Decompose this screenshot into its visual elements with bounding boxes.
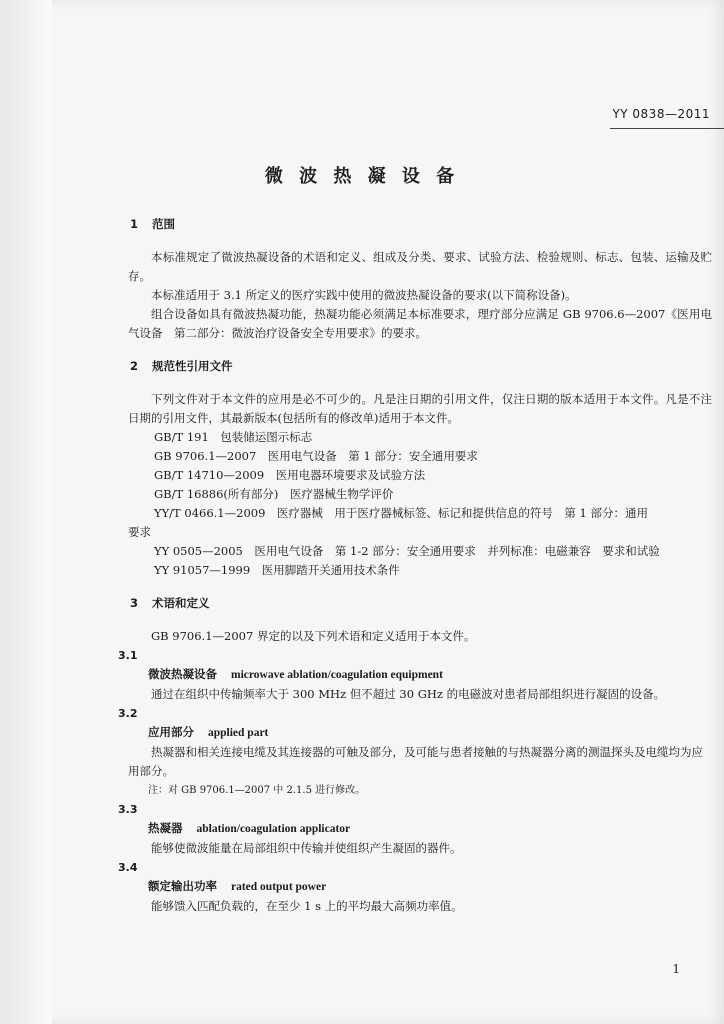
- term-english: ablation/coagulation applicator: [196, 823, 351, 835]
- header-rule: [610, 128, 724, 129]
- section-heading-scope: [130, 215, 712, 234]
- term-definition: 热凝器和相关连接电缆及其连接器的可触及部分，及可能与患者接触的与热凝器分离的测温探头及电缆均为应用部分。: [128, 745, 703, 778]
- clause-number: 3.1: [118, 649, 138, 662]
- term-english: applied part: [208, 727, 269, 739]
- section-number: 3: [130, 596, 139, 610]
- term-entry: [148, 665, 712, 685]
- term-chinese: 额定输出功率: [148, 879, 217, 893]
- paragraph: 本标准规定了微波热凝设备的术语和定义、组成及分类、要求、试验方法、检验规则、标志、包装、运输及贮存。: [128, 250, 712, 283]
- paragraph: 组合设备如具有微波热凝功能，热凝功能必须满足本标准要求，理疗部分应满足 GB 9706.6—2007《医用电气设备 第二部分：微波治疗设备安全专用要求》的要求。: [128, 307, 712, 340]
- term-entry: [148, 877, 712, 897]
- reference-item-continuation: 要求: [128, 525, 151, 539]
- document-body: [118, 215, 712, 916]
- clause-number: 3.3: [118, 803, 138, 816]
- reference-item: YY 91057—1999 医用脚踏开关通用技术条件: [154, 563, 400, 577]
- reference-item: GB/T 16886(所有部分) 医疗器械生物学评价: [154, 487, 394, 501]
- section-title: 术语和定义: [152, 596, 210, 610]
- section-title: 规范性引用文件: [152, 359, 233, 373]
- term-entry: [148, 723, 712, 743]
- paragraph: GB 9706.1—2007 界定的以及下列术语和定义适用于本文件。: [151, 629, 476, 643]
- section-heading-normative-references: [130, 357, 712, 376]
- reference-item: GB/T 14710—2009 医用电器环境要求及试验方法: [154, 468, 426, 482]
- term-definition: 通过在组织中传输频率大于 300 MHz 但不超过 30 GHz 的电磁波对患者局部组织进行凝固的设备。: [151, 687, 666, 701]
- term-chinese: 应用部分: [148, 725, 194, 739]
- standard-code: YY 0838—2011: [612, 107, 710, 121]
- reference-item: GB 9706.1—2007 医用电气设备 第 1 部分：安全通用要求: [154, 449, 478, 463]
- term-definition: 能够使微波能量在局部组织中传输并使组织产生凝固的器件。: [151, 841, 462, 855]
- section-heading-terms: [130, 594, 712, 613]
- clause-number: 3.2: [118, 707, 138, 720]
- term-entry: [148, 819, 712, 839]
- term-english: rated output power: [231, 881, 327, 893]
- section-title: 范围: [152, 217, 175, 231]
- term-chinese: 微波热凝设备: [148, 667, 217, 681]
- binding-margin: [0, 0, 52, 1024]
- clause-number: 3.4: [118, 861, 138, 874]
- section-number: 1: [130, 217, 139, 231]
- reference-item: YY 0505—2005 医用电气设备 第 1-2 部分：安全通用要求 并列标准：电磁兼容 要求和试验: [154, 544, 660, 558]
- page-number: 1: [672, 962, 680, 976]
- term-definition: 能够馈入匹配负载的，在至少 1 s 上的平均最大高频功率值。: [151, 899, 463, 913]
- document-title: 微 波 热 凝 设 备: [264, 166, 460, 187]
- paragraph: 下列文件对于本文件的应用是必不可少的。凡是注日期的引用文件，仅注日期的版本适用于本文件。凡是不注日期的引用文件，其最新版本(包括所有的修改单)适用于本文件。: [128, 392, 712, 425]
- paragraph: 本标准适用于 3.1 所定义的医疗实践中使用的微波热凝设备的要求(以下简称设备)。: [151, 288, 577, 302]
- term-english: microwave ablation/coagulation equipment: [231, 669, 443, 681]
- term-chinese: 热凝器: [148, 821, 183, 835]
- reference-item: YY/T 0466.1—2009 医疗器械 用于医疗器械标签、标记和提供信息的符号 第 1 部分：通用: [154, 506, 649, 520]
- section-number: 2: [130, 359, 139, 373]
- reference-item: GB/T 191 包装储运图示标志: [154, 430, 313, 444]
- term-note: 注：对 GB 9706.1—2007 中 2.1.5 进行修改。: [148, 785, 366, 796]
